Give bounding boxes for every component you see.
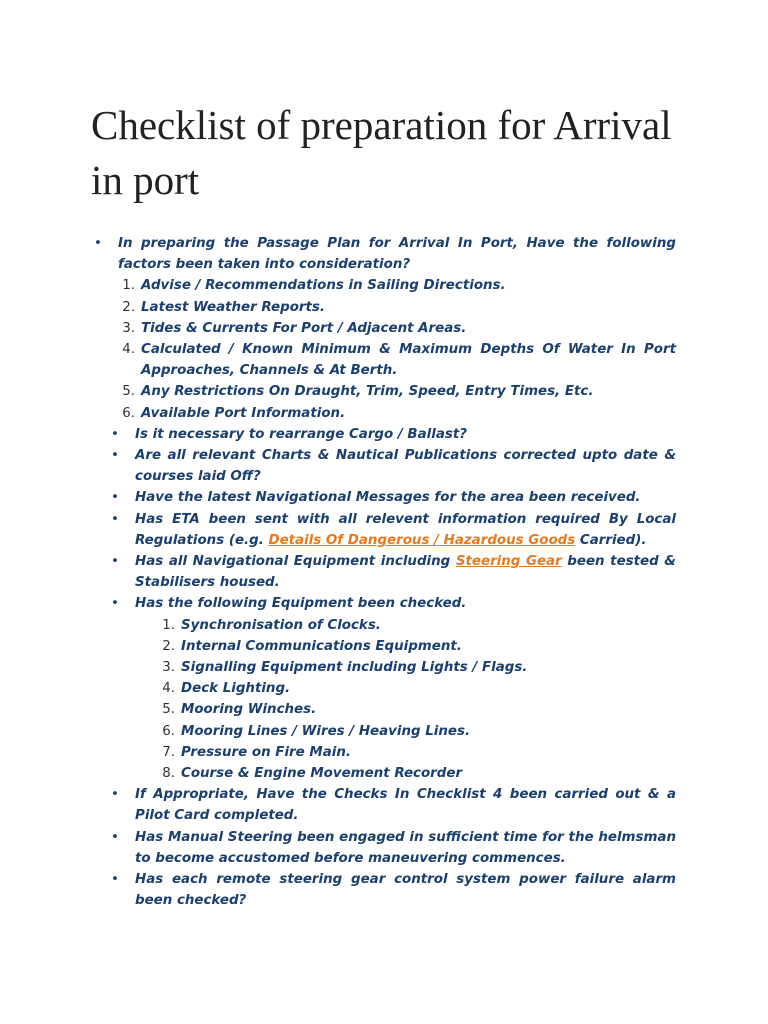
equipment-text: Signalling Equipment including Lights / Flags. — [181, 660, 528, 676]
list-item — [118, 233, 676, 275]
steering-gear-link[interactable]: Steering Gear — [455, 554, 562, 570]
check-text: Is it necessary to rearrange Cargo / Ballast? — [135, 426, 468, 442]
equipment-text: Synchronisation of Clocks. — [181, 617, 381, 633]
main-list — [0, 233, 768, 275]
final-checks-list — [0, 784, 768, 911]
list-item — [135, 551, 676, 593]
item-number: 3. — [162, 660, 175, 676]
equipment-item — [162, 742, 676, 763]
check-text: Are all relevant Charts & Nautical Publications corrected upto date & courses laid Off? — [135, 448, 676, 485]
item-number: 5. — [122, 384, 135, 400]
equipment-text: Mooring Lines / Wires / Heaving Lines. — [181, 723, 471, 739]
item-number: 6. — [122, 405, 135, 421]
factor-text: Advise / Recommendations in Sailing Directions. — [141, 278, 506, 294]
check-text: If Appropriate, Have the Checks In Checklist 4 been carried out & a Pilot Card completed. — [135, 787, 676, 824]
list-item — [135, 509, 676, 551]
item-number: 8. — [162, 766, 175, 782]
factor-text: Any Restrictions On Draught, Trim, Speed, Entry Times, Etc. — [141, 384, 594, 400]
list-item — [135, 869, 676, 911]
item-number: 4. — [162, 681, 175, 697]
equipment-item — [162, 699, 676, 720]
factor-text: Calculated / Known Minimum & Maximum Depths Of Water In Port Approaches, Channels & At Berth. — [141, 342, 676, 379]
item-number: 7. — [162, 744, 175, 760]
check-text: Has ETA been sent with all relevent information required By Local Regulations (e.g. — [135, 511, 676, 548]
factor-item — [122, 339, 676, 381]
item-number: 3. — [122, 320, 135, 336]
equipment-text: Deck Lighting. — [181, 681, 291, 697]
list-item — [135, 827, 676, 869]
item-number: 2. — [162, 638, 175, 654]
equipment-item — [162, 657, 676, 678]
checks-list — [0, 424, 768, 615]
list-item — [135, 445, 676, 487]
check-text: Has all Navigational Equipment including — [135, 554, 456, 570]
check-text: Have the latest Navigational Messages for the area been received. — [135, 490, 641, 506]
equipment-list — [0, 615, 768, 785]
item-number: 1. — [162, 617, 175, 633]
page-title: Checklist of preparation for Arrival in port — [91, 102, 672, 203]
factor-item — [122, 318, 676, 339]
equipment-text: Internal Communications Equipment. — [181, 638, 462, 654]
equipment-item — [162, 615, 676, 636]
factor-item — [122, 381, 676, 402]
list-item — [135, 487, 676, 508]
item-number: 6. — [162, 723, 175, 739]
list-item — [135, 593, 676, 614]
check-text: Carried). — [575, 532, 647, 548]
equipment-item — [162, 721, 676, 742]
check-text: been tested & Stabilisers housed. — [135, 554, 676, 591]
item-number: 1. — [122, 278, 135, 294]
list-item — [135, 424, 676, 445]
factor-text: Tides & Currents For Port / Adjacent Areas. — [141, 320, 467, 336]
equipment-item — [162, 636, 676, 657]
item-number: 4. — [122, 342, 135, 358]
factors-list — [0, 275, 768, 423]
factor-item — [122, 297, 676, 318]
factor-item — [122, 403, 676, 424]
factor-text: Available Port Information. — [141, 405, 346, 421]
list-item — [135, 784, 676, 826]
factor-item — [122, 275, 676, 296]
intro-text: In preparing the Passage Plan for Arrival In Port, Have the following factors been taken into consideration? — [118, 236, 676, 273]
dangerous-goods-link[interactable]: Details Of Dangerous / Hazardous Goods — [268, 532, 576, 548]
check-text: Has the following Equipment been checked. — [135, 596, 467, 612]
equipment-item — [162, 678, 676, 699]
equipment-item — [162, 763, 676, 784]
factor-text: Latest Weather Reports. — [141, 299, 325, 315]
equipment-text: Mooring Winches. — [181, 702, 317, 718]
check-text: Has Manual Steering been engaged in sufficient time for the helmsman to become accustomed before maneuvering commences. — [135, 829, 676, 866]
equipment-text: Course & Engine Movement Recorder — [181, 766, 463, 782]
equipment-text: Pressure on Fire Main. — [181, 744, 351, 760]
item-number: 2. — [122, 299, 135, 315]
check-text: Has each remote steering gear control system power failure alarm been checked? — [135, 872, 676, 909]
checklist-content — [0, 233, 768, 912]
item-number: 5. — [162, 702, 175, 718]
